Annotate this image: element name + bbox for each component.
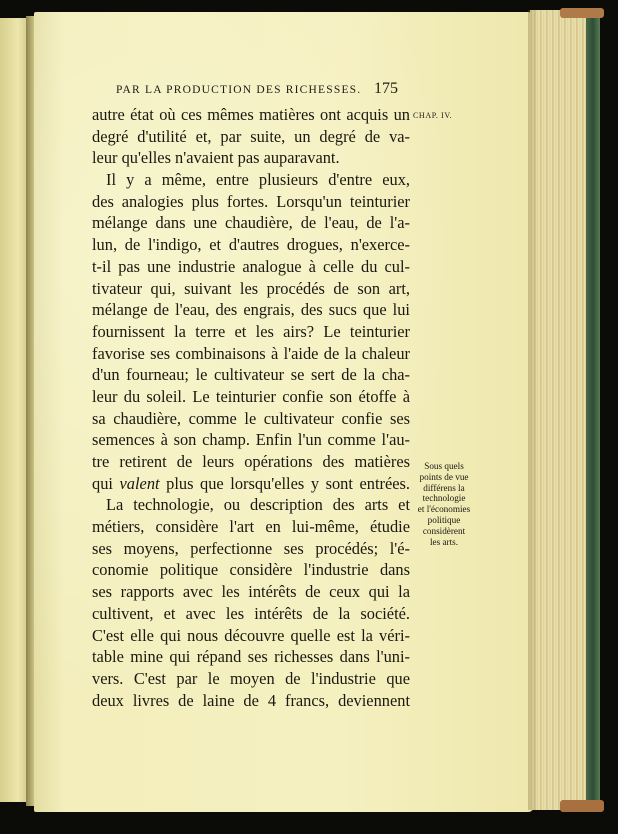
text-line: sa chaudière, comme le cultivateur confie ses <box>92 408 410 428</box>
cover-corner-bottom <box>560 800 604 812</box>
text-line: tivateur qui, suivant les procédés de son art, <box>92 278 410 298</box>
text-line: autre état où ces mêmes matières ont acquis un <box>92 105 410 124</box>
text-line: conomie politique considère l'industrie dans <box>92 560 410 580</box>
page-edges <box>530 10 592 810</box>
text-line: mélange dans une chaudière, de l'eau, de l'a- <box>92 213 410 233</box>
text-line: métiers, considère l'art en lui-même, étudie <box>92 517 410 537</box>
text-line: fournissent la terre et les airs? Le teinturier <box>92 321 410 341</box>
text-line: favorise ses combinaisons à l'aide de la chaleur <box>92 343 410 363</box>
margin-note-line: technologie <box>422 493 466 504</box>
text-line: leur qu'elles n'avaient pas auparavant. <box>92 148 340 168</box>
text-line: ses moyens, perfectionne ses procédés; l'é- <box>92 538 410 558</box>
text-line: d'un fourneau; le cultivateur se sert de la cha- <box>92 365 410 385</box>
text-fragment: plus que lorsqu'elles y sont entrées. <box>159 473 410 493</box>
book-cover <box>586 14 600 804</box>
page-number: 175 <box>374 80 398 97</box>
text-line: table mine qui répand ses richesses dans l'uni- <box>92 647 410 667</box>
running-head: PAR LA PRODUCTION DES RICHESSES. <box>116 84 362 96</box>
text-line: mélange de l'eau, des engrais, des sucs que lui <box>92 300 410 320</box>
page-edge-shadow <box>528 10 538 810</box>
body-text <box>92 104 410 711</box>
cover-corner-top <box>560 8 604 18</box>
text-line: tre retirent de leurs opérations des matières <box>92 452 410 471</box>
margin-note-line: points de vue <box>419 471 469 482</box>
italic-word: valent <box>119 473 160 493</box>
margin-note-line: et l'économies <box>417 504 471 515</box>
text-line: ses rapports avec les intérêts de ceux qui la <box>92 582 410 602</box>
text-line: Il y a même, entre plusieurs d'entre eux, <box>106 170 410 190</box>
margin-note-line: considèrent <box>422 525 466 536</box>
margin-note-line: Sous quels <box>424 461 464 471</box>
text-line-with-emphasis <box>92 473 410 495</box>
text-fragment: qui <box>92 473 120 493</box>
text-line: des analogies plus fortes. Lorsqu'un teinturier <box>92 191 410 211</box>
text-line: t-il pas une industrie analogue à celle du cul- <box>92 256 410 276</box>
text-line: vers. C'est par le moyen de l'industrie que <box>92 668 410 688</box>
text-line: La technologie, ou description des arts et <box>106 495 410 515</box>
margin-note <box>410 461 478 547</box>
text-line: deux livres de laine de 4 francs, deviennent <box>92 690 410 710</box>
chapter-label: CHAP. IV. <box>413 111 453 120</box>
margin-note-line: politique <box>427 514 461 525</box>
text-line: lun, de l'indigo, et d'autres drogues, n'exerce- <box>92 235 410 255</box>
text-line: degré d'utilité et, par suite, un degré de va- <box>92 126 410 146</box>
text-line: semences à son champ. Enfin l'un comme l'au- <box>92 430 410 450</box>
text-line: C'est elle qui nous découvre quelle est la véri- <box>92 625 410 645</box>
margin-note-line: les arts. <box>429 536 459 547</box>
margin-note-line: différens la <box>423 482 465 493</box>
text-line: cultivent, et avec les intérêts de la société. <box>92 603 410 623</box>
text-line: leur du soleil. Le teinturier confie son étoffe à <box>92 386 410 406</box>
